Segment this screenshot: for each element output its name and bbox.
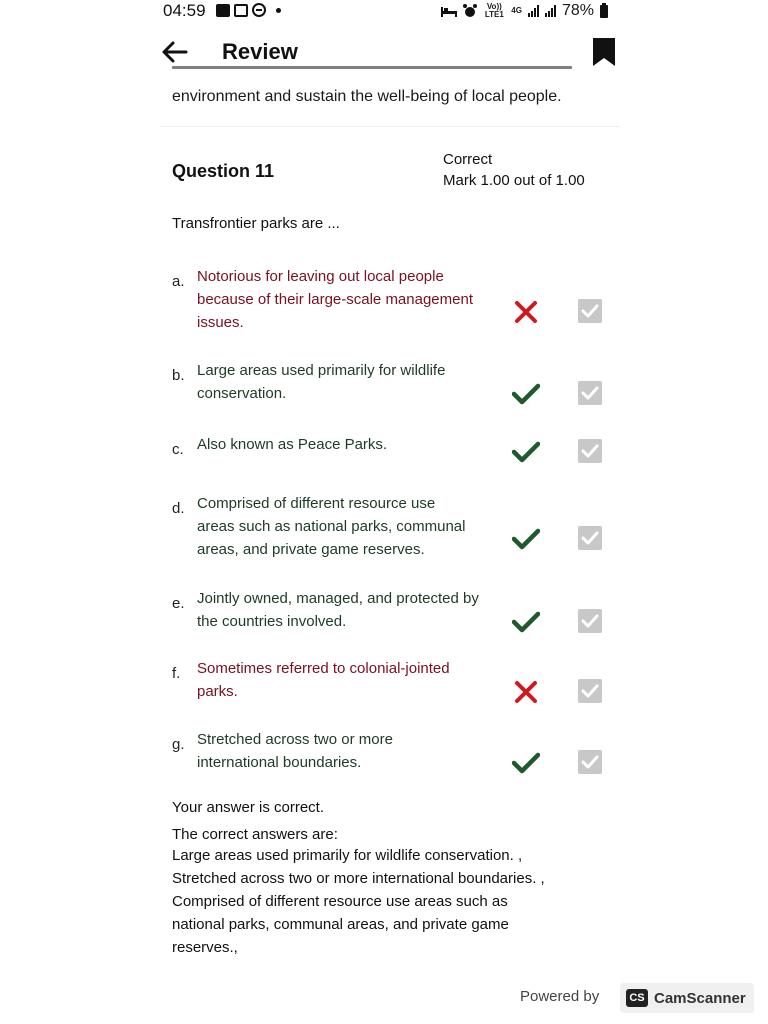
- page-title: Review: [222, 39, 298, 64]
- option-text-line: Stretched across two or more: [197, 731, 393, 748]
- alarm-icon: [463, 4, 477, 18]
- status-bar: [0, 0, 768, 24]
- incorrect-cross-icon: [512, 300, 540, 324]
- previous-text-fragment: [172, 62, 572, 70]
- incorrect-cross-icon: [512, 680, 540, 704]
- correct-check-icon: [512, 527, 540, 551]
- option-text-line: areas such as national parks, communal: [197, 518, 466, 535]
- system-icons: [441, 2, 608, 20]
- option-checkbox[interactable]: [578, 679, 602, 703]
- option-text: [197, 433, 512, 456]
- correct-answer-line: Comprised of different resource use areas such as: [172, 893, 508, 910]
- previous-feedback-text: environment and sustain the well-being of local people.: [172, 88, 562, 105]
- option-letter: f.: [172, 665, 181, 682]
- correct-answer-line: reserves.,: [172, 939, 238, 956]
- option-text: [197, 359, 512, 405]
- option-text-line: Jointly owned, managed, and protected by: [197, 590, 479, 607]
- question-number: Question 11: [172, 161, 275, 181]
- more-notifications-icon: [276, 8, 281, 13]
- option-checkbox[interactable]: [578, 750, 602, 774]
- option-checkbox[interactable]: [578, 381, 602, 405]
- question-mark: Mark 1.00 out of 1.00: [443, 172, 585, 189]
- divider: [160, 126, 620, 127]
- status-time: 04:59: [163, 1, 206, 20]
- option-text-line: areas, and private game reserves.: [197, 541, 425, 558]
- option-text-line: Comprised of different resource use: [197, 495, 436, 512]
- option-text: [197, 728, 512, 774]
- question-text: Transfrontier parks are ...: [172, 215, 340, 232]
- option-letter: b.: [172, 367, 185, 384]
- option-text-line: Notorious for leaving out local people: [197, 268, 444, 285]
- gallery-icon: [216, 4, 230, 17]
- option-text-line: conservation.: [197, 385, 287, 402]
- correct-answer-line: Stretched across two or more international boundaries. ,: [172, 870, 545, 887]
- option-text: [197, 587, 512, 633]
- option-text-line: parks.: [197, 683, 238, 700]
- volte-indicator: Vo)) LTE1: [484, 2, 504, 19]
- option-text-line: the countries involved.: [197, 613, 347, 630]
- option-letter: c.: [172, 441, 184, 458]
- option-checkbox[interactable]: [578, 526, 602, 550]
- correct-check-icon: [512, 751, 540, 775]
- option-text: [197, 265, 512, 334]
- network-type: 4G: [511, 6, 522, 15]
- feedback-result: Your answer is correct.: [172, 799, 325, 816]
- powered-by-text: Powered by: [520, 988, 600, 1005]
- signal-1-icon: [528, 5, 539, 17]
- bookmark-icon[interactable]: [592, 37, 616, 67]
- correct-check-icon: [512, 610, 540, 634]
- correct-check-icon: [512, 382, 540, 406]
- option-checkbox[interactable]: [578, 609, 602, 633]
- correct-answers-heading: The correct answers are:: [172, 826, 338, 843]
- option-letter: a.: [172, 273, 185, 290]
- option-text-line: because of their large-scale management: [197, 291, 473, 308]
- do-not-disturb-icon: [252, 3, 266, 17]
- option-text-line: issues.: [197, 314, 244, 331]
- notification-icons: [216, 3, 281, 17]
- option-text-line: Large areas used primarily for wildlife: [197, 362, 446, 379]
- bed-icon: [441, 5, 457, 17]
- camscanner-brand: CamScanner: [654, 989, 746, 1007]
- option-text: [197, 492, 512, 561]
- option-checkbox[interactable]: [578, 299, 602, 323]
- signal-2-icon: [545, 5, 556, 17]
- app-notification-icon: [234, 4, 248, 17]
- option-text-line: international boundaries.: [197, 754, 362, 771]
- battery-level: 78%: [561, 2, 594, 19]
- option-text: [197, 657, 512, 703]
- camscanner-logo-icon: CS: [626, 989, 648, 1007]
- battery-icon: [600, 5, 608, 18]
- option-letter: e.: [172, 595, 185, 612]
- camscanner-badge: [620, 983, 754, 1013]
- back-arrow-icon[interactable]: [160, 40, 188, 64]
- option-letter: d.: [172, 500, 185, 517]
- option-text-line: Also known as Peace Parks.: [197, 436, 388, 453]
- correct-answer-line: Large areas used primarily for wildlife conservation. ,: [172, 847, 523, 864]
- correct-answer-line: national parks, communal areas, and private game: [172, 916, 509, 933]
- option-text-line: Sometimes referred to colonial-jointed: [197, 660, 450, 677]
- option-letter: g.: [172, 736, 185, 753]
- option-checkbox[interactable]: [578, 439, 602, 463]
- correct-check-icon: [512, 440, 540, 464]
- question-state: Correct: [443, 151, 493, 168]
